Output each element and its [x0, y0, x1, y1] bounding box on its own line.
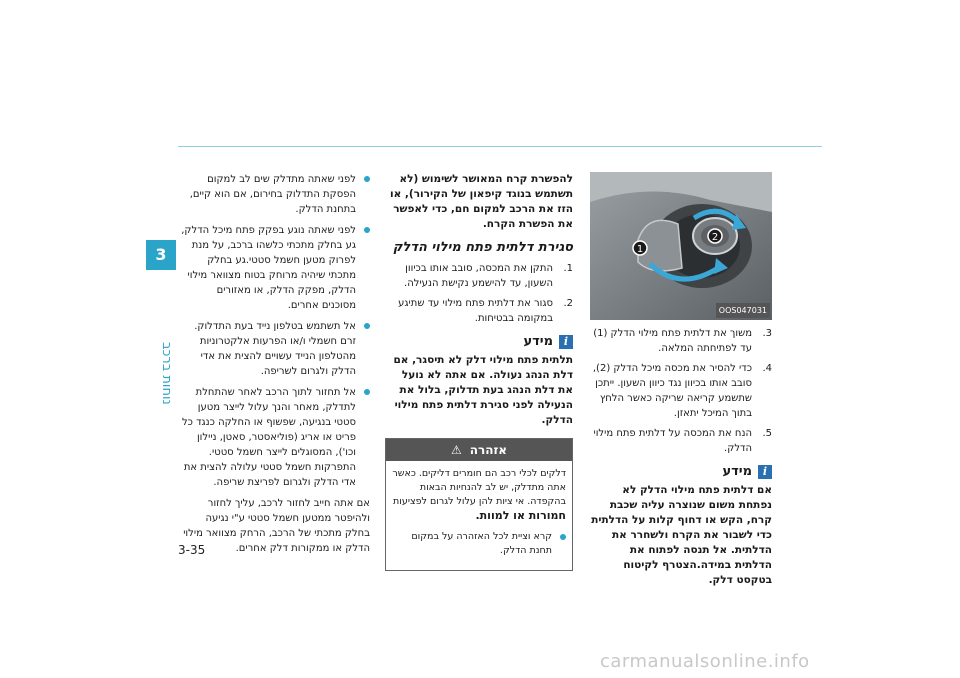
closing-paragraph: אם אתה חייב לחזור לרכב, עליך לחזור ולהיפטר ממטען חשמל סטטי ע"י נגיעה בחלק מתכתי של הרכב, הרחק מצוואר מילוי הדלק או ממקורות דלק אחרים. [183, 498, 370, 554]
bullet-item [180, 172, 370, 217]
watermark: carmanualsonline.info [600, 651, 810, 672]
step-text: סגור את דלתית פתח מילוי עד שתיגע במקומה בבטיחות. [398, 298, 553, 324]
intro-paragraph: להפשרת קרח המאושר לשימוש (לא תשתמש בנוגד קיפאון של הקירור), או הזז את הרכב למקום חם, כדי לאפשר את הפשרת הקרח. [390, 173, 573, 230]
top-rule [178, 146, 822, 147]
step-item [385, 261, 573, 291]
info-title: מידע [523, 334, 553, 349]
info-text: תלתית פתח מילוי דלק לא תיסגר, אם דלת הנהג נעולה. אם אתה לא נועל את דלת הנהג בעת תדלוק, בלול את הנעילה לפני סגירת דלתית פתח מילוי הדלק. [393, 354, 573, 426]
warning-bullet-text: קרא וציית לכל האזהרה על במקום תחנת הדלק. [411, 531, 552, 556]
warning-text-bold: חמורות או למוות. [475, 509, 566, 522]
callout-1: 1 [636, 244, 644, 255]
info-title: מידע [722, 464, 752, 479]
step-item [590, 426, 772, 456]
info-icon: i [559, 335, 573, 349]
bullet-text: אל תחזור לתוך הרכב לאחר שהתחלת לתדלק, מאחר והנך עלול לייצר מטען סטטי בנגיעה, שפשוף או החלקה כנגד כל פריט או אריג (פוליאסטר, סאטן, ניילון וכו'), המסוגלים לייצר חשמל סטטי. התפרקות חשמל סטטי עלולה להצית את אדי הדלק ולגרום לפריצת שריפה. [181, 387, 356, 488]
figure-code: OOS047031 [716, 303, 770, 318]
step-text: התקן את המכסה, סובב אותו בכיוון השעון, עד להישמע נקישת הנעילה. [404, 263, 553, 289]
step-number: 2. [563, 298, 573, 309]
info-text: אם דלתית פתח מילוי הדלק לא נפתחת משום שנוצרה עליה שכבת קרח, הקש או דחוף קלות על הדלתית כדי לשבור את הקרח ולשחרר את הדלתית. אל תנסה לפתוח את הדלתית במידה.הצטרף לקיטוח בטקסט דלק. [591, 484, 772, 586]
fuel-door-figure [590, 172, 772, 320]
bullet-item [180, 385, 370, 490]
step-number: 3. [762, 328, 772, 339]
fuel-door-illustration [590, 172, 772, 320]
section-title: נוחות ברכב [159, 342, 174, 405]
step-text: הנח את המכסה על דלתית פתח מילוי הדלק. [593, 428, 752, 454]
step-number: 4. [762, 363, 772, 374]
closing-section-title: סגירת דלתית פתח מילוי הדלק [392, 240, 573, 255]
bullet-item [180, 319, 370, 379]
step-item [590, 326, 772, 356]
right-column [590, 172, 772, 588]
warning-box [385, 438, 573, 571]
middle-column [385, 172, 573, 571]
info-icon: i [758, 465, 772, 479]
warning-header [386, 439, 572, 461]
step-text: משוך את דלתית פתח מילוי הדלק (1) עד לפתיחתה המלאה. [593, 328, 752, 354]
info-heading [385, 334, 573, 349]
step-item [385, 296, 573, 326]
warning-text [392, 467, 566, 524]
callout-2: 2 [711, 232, 719, 243]
step-text: כדי להסיר את מכסה מיכל הדלק (2), סובב אותו בכיוון נגד כיוון השעון. ייתכן שתשמע קריאה שריקה כאשר הלחץ בתוך המיכל יתאזן. [592, 363, 752, 419]
warning-bullet-item [392, 530, 566, 558]
bullet-dot-icon [364, 227, 370, 233]
bullet-text: אל תשתמש בטלפון נייד בעת התדלוק. זרם חשמלי ו/או הפרעות אלקטרוניות מהטלפון הנייד עשויים להצית את אדי הדלק ולגרום לשריפה. [194, 321, 356, 377]
warning-text-lead: דלקים לכלי רכב הם חומרים דליקים. כאשר אתה מתדלק, יש לב להנחיות הבאות בהקפדה. אי ציות להן עלול לגרום לפציעות [392, 468, 566, 507]
warning-body [386, 461, 572, 570]
info-heading [590, 464, 772, 479]
bullet-item [180, 223, 370, 313]
warning-title: אזהרה [469, 443, 508, 457]
bullet-text: לפני שאתה נוגע בפקק פתח מיכל הדלק, גע בחלק מתכתי כלשהו ברכב, על מנת לפרוק מטען חשמל סטטי.גע בחלק מתכתי שיהיה מרוחק בטוח מצוואר מילוי הדלק, מפקק הדלק, או מאזורים מסוכנים אחרים. [181, 225, 356, 311]
page-number: 3-35 [178, 543, 206, 557]
left-column [180, 172, 370, 556]
bullet-dot-icon [364, 389, 370, 395]
section-number-tab: 3 [146, 240, 176, 270]
bullet-dot-icon [364, 176, 370, 182]
bullet-dot-icon [364, 323, 370, 329]
step-item [590, 361, 772, 421]
step-number: 5. [762, 428, 772, 439]
bullet-dot-icon [560, 534, 566, 540]
warning-triangle-icon: ⚠ [450, 443, 462, 457]
step-number: 1. [563, 263, 573, 274]
bullet-text: לפני שאתה מתדלק שים לב למקום הפסקת התדלוק בחירום, אם הוא קיים, בתחנת הדלק. [189, 174, 356, 215]
